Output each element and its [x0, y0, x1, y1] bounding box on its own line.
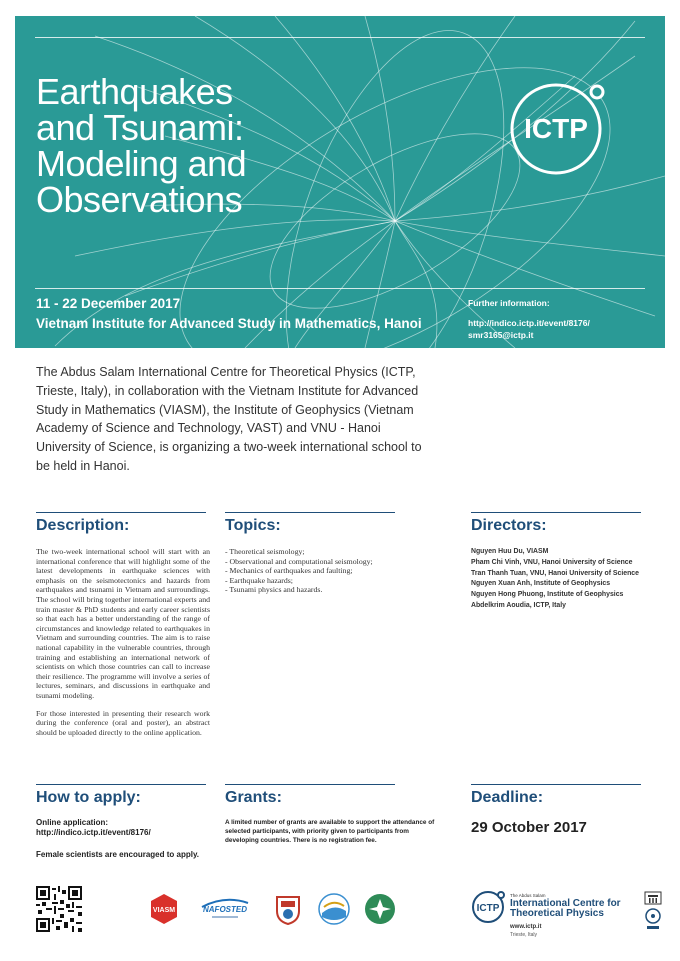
directors-list: [471, 547, 671, 612]
list-item: Nguyen Hong Phuong, Institute of Geophysics: [471, 591, 624, 599]
list-item: - Mechanics of earthquakes and faulting;: [225, 566, 395, 576]
grants-rule: [225, 784, 395, 785]
event-venue: Vietnam Institute for Advanced Study in Mathematics, Hanoi: [36, 316, 422, 331]
female-scientists-note: Female scientists are encouraged to apply.: [36, 850, 200, 859]
ictp-small-logo: [470, 889, 506, 925]
qr-code[interactable]: [36, 886, 82, 932]
ictp-city: Trieste, Italy: [510, 932, 538, 938]
description-text: [36, 547, 210, 745]
intro-paragraph: The Abdus Salam International Centre for Theoretical Physics (ICTP, Trieste, Italy), in collaboration with the Vietnam Institute for Advanced Study in Mathematics (VIASM), the Institute of Geophysics (Vietnam Academy of Science and Technology, VAST) and VNU - Hanoi University of Science, is organizing a two-week international school to be held in Hanoi.: [36, 365, 422, 473]
description-rule: [36, 512, 206, 513]
viasm-logo: [148, 893, 180, 925]
list-item: - Theoretical seismology;: [225, 547, 395, 557]
grants-heading: Grants:: [225, 789, 282, 806]
header-banner: [15, 16, 665, 348]
viasm-logo-text: VIASM: [152, 907, 176, 914]
vast-logo: [364, 893, 396, 925]
list-item: Nguyen Huu Du, VIASM: [471, 548, 549, 555]
description-paragraph: For those interested in presenting their research work during the conference (oral and poster), an abstract should be uploaded directly to the online application.: [36, 708, 210, 737]
list-item: - Observational and computational seismology;: [225, 557, 395, 567]
event-dates-venue: [36, 294, 422, 334]
topics-heading: Topics:: [225, 517, 281, 534]
ictp-website[interactable]: www.ictp.it: [510, 924, 542, 930]
vnu-logo: [318, 893, 350, 925]
description-heading: Description:: [36, 517, 130, 534]
apply-heading: How to apply:: [36, 789, 141, 806]
application-link[interactable]: http://indico.ictp.it/event/8176/: [36, 828, 151, 837]
unesco-iaea-logos: [644, 891, 662, 931]
title-line: Earthquakes: [36, 71, 233, 112]
ictp-abdus-salam: The Abdus Salam: [510, 893, 546, 898]
list-item: Nguyen Xuan Anh, Institute of Geophysics: [471, 580, 611, 588]
title-line: and Tsunami:: [36, 107, 244, 148]
grants-text: A limited number of grants are available to support the attendance of selected participants, with priority given to participants from developing countries. There is no registration fee.: [225, 819, 435, 844]
ictp-full-name: International Centre for Theoretical Physics: [510, 898, 621, 919]
deadline-heading: Deadline:: [471, 789, 544, 806]
institute-geophysics-logo: [272, 893, 304, 925]
title-line: Modeling and: [36, 143, 247, 184]
further-info-label: Further information:: [468, 298, 550, 308]
deadline-rule: [471, 784, 641, 785]
directors-rule: [471, 512, 641, 513]
further-info-email[interactable]: smr3165@ictp.it: [468, 330, 534, 340]
banner-bottom-rule: [35, 288, 645, 289]
further-info-url[interactable]: http://indico.ictp.it/event/8176/: [468, 318, 590, 328]
directors-heading: Directors:: [471, 517, 547, 534]
ictp-logo-text: ICTP: [524, 113, 588, 144]
topics-rule: [225, 512, 395, 513]
deadline-date: 29 October 2017: [471, 819, 587, 836]
event-dates: 11 - 22 December 2017: [36, 296, 181, 311]
title-line: Observations: [36, 179, 243, 220]
list-item: Abdelkrim Aoudia, ICTP, Italy: [471, 601, 566, 609]
ictp-small-logo-text: ICTP: [476, 903, 500, 914]
banner-top-rule: [35, 37, 645, 38]
list-item: - Tsunami physics and hazards.: [225, 585, 395, 595]
ictp-footer-logo: [470, 889, 670, 949]
description-paragraph: The two-week international school will start with an international conference that will highlight some of the latest developments in earthquake sciences with emphasis on the seismotectonics and hazards from earthquakes and tsunami in Vietnam and surroundings. The school will bring together international experts and train master & PhD students and early career scientists so that each has a better understanding of the range of circumstances and knowledge related to earthquakes in Vietnam and surrounding countries. The aim is to raise national capability in the vulnerable countries, through training and establishing an international network of scientists on which those countries can call to increase their resilience. The programme will involve a series of lectures, seminars, and discussions in earthquake and tsunami modeling.: [36, 547, 210, 700]
ictp-logo: [501, 74, 611, 184]
apply-rule: [36, 784, 206, 785]
topics-list: [225, 547, 395, 595]
nafosted-logo-text: NAFOSTED: [203, 905, 247, 914]
list-item: Tran Thanh Tuan, VNU, Hanoi University of Science: [471, 569, 639, 577]
apply-info: [36, 818, 216, 860]
nafosted-logo: [198, 893, 252, 925]
list-item: - Earthquake hazards;: [225, 576, 395, 586]
online-application-label: Online application:: [36, 818, 109, 827]
further-information: [468, 297, 590, 341]
event-title: [36, 71, 356, 220]
list-item: Pham Chi Vinh, VNU, Hanoi University of Science: [471, 558, 633, 566]
